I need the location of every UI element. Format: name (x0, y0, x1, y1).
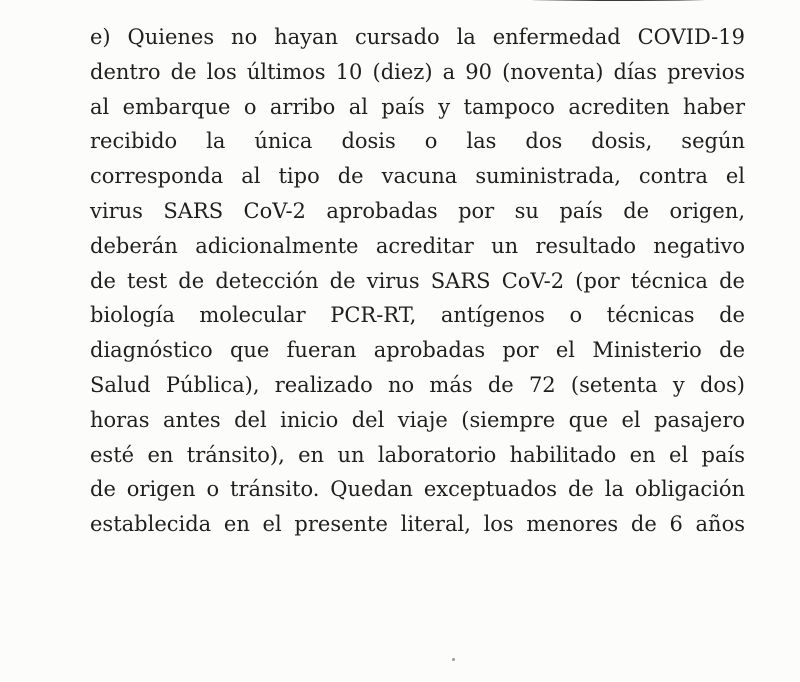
paragraph-line: corresponda al tipo de vacuna suministrada, contra el (90, 164, 745, 189)
paragraph-line: dentro de los últimos 10 (diez) a 90 (noventa) días previos (90, 59, 745, 84)
paragraph-line: Salud Pública), realizado no más de 72 (setenta y dos) (90, 372, 745, 397)
paragraph-line: horas antes del inicio del viaje (siempre que el pasajero (90, 407, 745, 432)
document-paragraph (90, 20, 745, 542)
scan-speck (452, 658, 455, 661)
paragraph-line: de origen o tránsito. Quedan exceptuados de la obligación (90, 477, 745, 502)
paragraph-line: al embarque o arribo al país y tampoco acrediten haber (90, 94, 745, 119)
paragraph-line: biología molecular PCR-RT, antígenos o técnicas de (90, 303, 745, 328)
paragraph-line: establecida en el presente literal, los menores de 6 años (90, 512, 745, 537)
paragraph-line: e) Quienes no hayan cursado la enfermedad COVID-19 (90, 25, 745, 49)
previous-line-fragment (430, 0, 760, 8)
paragraph-line: deberán adicionalmente acreditar un resultado negativo (90, 233, 745, 258)
paragraph-line: esté en tránsito), en un laboratorio habilitado en el país (90, 442, 745, 467)
paragraph-line: recibido la única dosis o las dos dosis, según (90, 129, 745, 154)
paragraph-line: de test de detección de virus SARS CoV-2 (por técnica de (90, 268, 745, 293)
paragraph-line: virus SARS CoV-2 aprobadas por su país de origen, (90, 198, 745, 223)
paragraph-line: diagnóstico que fueran aprobadas por el Ministerio de (90, 338, 745, 363)
